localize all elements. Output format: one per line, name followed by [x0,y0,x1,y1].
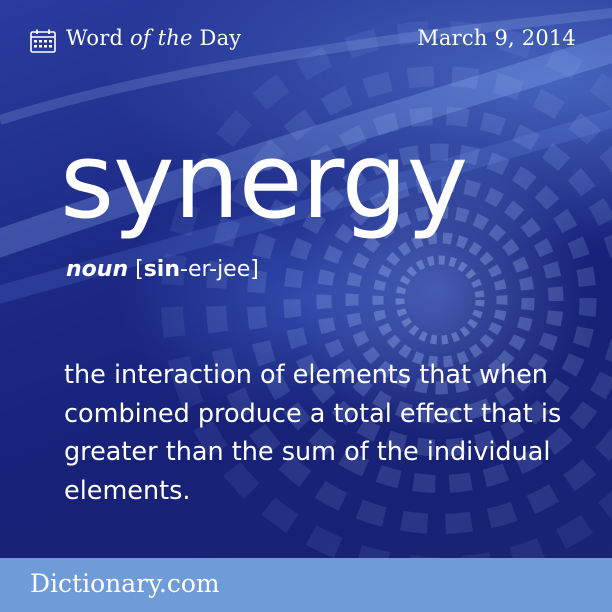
pron-close: ] [250,257,259,282]
pron-open: [ [135,257,144,282]
headword: synergy [60,120,468,242]
word-of-the-day-label [66,26,241,50]
label-suffix: Day [192,26,242,50]
part-of-speech: noun [66,257,129,282]
label-prefix: Word [66,26,130,50]
pron-stressed: sin [143,257,181,282]
date-label: March 9, 2014 [417,26,576,50]
header [0,0,612,84]
pron-rest: -er-jee [180,257,251,282]
brand-logo-text: Dictionary.com [30,569,220,598]
definition-text: the interaction of elements that when combined produce a total effect that is greater than the sum of the individual elements. [64,360,562,506]
footer-band [0,558,612,612]
calendar-icon [30,29,56,53]
pronunciation-line [66,257,259,282]
label-italic: of the [129,26,193,50]
